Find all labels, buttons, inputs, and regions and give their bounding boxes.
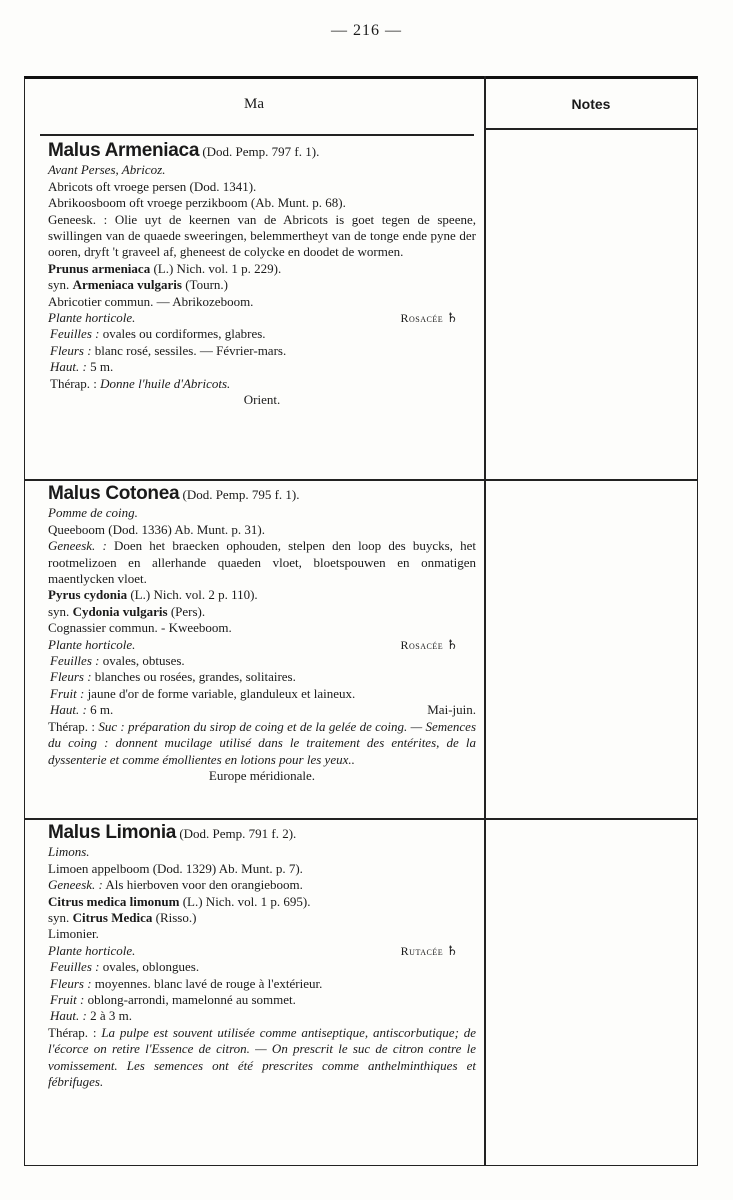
entry-title bbox=[48, 483, 476, 504]
binomial: Pyrus cydonia bbox=[48, 587, 128, 603]
vernacular-names: Abricotier commun. — Abrikozeboom. bbox=[48, 293, 254, 309]
leaves-line bbox=[48, 326, 476, 342]
syn-label: syn. bbox=[48, 277, 73, 293]
syn-label: syn. bbox=[48, 603, 73, 619]
dutch-name: Limoen appelboom (Dod. 1329) Ab. Munt. p. 7). bbox=[48, 860, 303, 876]
binomial: Prunus armeniaca bbox=[48, 260, 151, 276]
height-line bbox=[48, 1008, 476, 1024]
dutch-name: Abrikoosboom oft vroege perzikboom (Ab. Munt. p. 68). bbox=[48, 195, 346, 211]
flowers-line bbox=[48, 976, 476, 992]
therapy-text: Suc : préparation du sirop de coing et de la gelée de coing. — Semences du coing : donnent mucilage utilisé dans le traitement des entérites, de la dyssenterie et comme émollientes en lotions pour les yeux.. bbox=[48, 718, 476, 767]
plant-type: Plante horticole. bbox=[48, 636, 136, 652]
synonym-line bbox=[48, 277, 476, 293]
height-text: 6 m. bbox=[86, 702, 114, 718]
geneesk-label: Geneesk. : bbox=[48, 538, 107, 554]
column-divider bbox=[484, 76, 486, 1166]
leaves-label: Feuilles : bbox=[50, 959, 100, 975]
origin: Europe méridionale. bbox=[208, 767, 316, 783]
family-label: Rutacée bbox=[400, 943, 444, 958]
flowering-period: Mai-juin. bbox=[427, 702, 476, 718]
fruit-text: jaune d'or de forme variable, glanduleux et laineux. bbox=[84, 685, 356, 701]
therapy-line bbox=[48, 719, 476, 768]
synonym: Citrus Medica bbox=[72, 910, 153, 926]
geneesk-label: Geneesk. : bbox=[48, 877, 103, 893]
entry-rule bbox=[24, 818, 698, 820]
entry-malus-cotonea bbox=[48, 483, 476, 784]
flowers-label: Fleurs : bbox=[50, 669, 92, 685]
family-label: Rosacée bbox=[400, 311, 444, 326]
origin: Orient. bbox=[243, 392, 281, 408]
dutch-name: Abricots oft vroege persen (Dod. 1341). bbox=[48, 178, 257, 194]
leaves-line bbox=[48, 959, 476, 975]
shrub-symbol-icon: ♄ bbox=[446, 310, 458, 326]
binomial-ref: (L.) Nich. vol. 1 p. 229). bbox=[150, 260, 282, 276]
common-name: Limons. bbox=[48, 844, 90, 860]
binomial-ref: (L.) Nich. vol. 2 p. 110). bbox=[127, 587, 258, 603]
flowers-label: Fleurs : bbox=[50, 342, 92, 358]
synonym-line bbox=[48, 910, 476, 926]
fruit-line bbox=[48, 992, 476, 1008]
synonym-author: (Pers). bbox=[167, 603, 206, 619]
entry-reference: (Dod. Pemp. 795 f. 1). bbox=[179, 487, 300, 502]
entry-name: Malus Cotonea bbox=[48, 483, 180, 504]
flowers-label: Fleurs : bbox=[50, 975, 92, 991]
common-name: Pomme de coing. bbox=[48, 505, 138, 521]
flowers-text: blanches ou rosées, grandes, solitaires. bbox=[91, 669, 296, 685]
header-rule-right bbox=[486, 128, 698, 130]
entry-name: Malus Armeniaca bbox=[48, 140, 200, 161]
geneesk-text: Geneesk. : Olie uyt de keernen van de Abricots is goet tegen de speene, swillingen van de quaede sweeringen, belemmertheyt van de tonge ende pyne der ooren, dryft 't graveel af, gheneest de colycke en doodet de wormen. bbox=[48, 211, 476, 260]
plant-type: Plante horticole. bbox=[48, 942, 136, 958]
geneesk-text: Als hierboven voor den orangieboom. bbox=[102, 877, 303, 893]
leaves-label: Feuilles : bbox=[50, 326, 100, 342]
binomial-ref: (L.) Nich. vol. 1 p. 695). bbox=[179, 893, 311, 909]
height-label: Haut. : bbox=[50, 1008, 87, 1024]
therapy-label: Thérap. : bbox=[50, 375, 101, 391]
entry-name: Malus Limonia bbox=[48, 822, 177, 843]
geneesk-line bbox=[48, 538, 476, 587]
entry-title bbox=[48, 140, 476, 161]
leaves-line bbox=[48, 653, 476, 669]
leaves-text: ovales, oblongues. bbox=[99, 959, 200, 975]
synonym: Armeniaca vulgaris bbox=[72, 277, 182, 293]
geneesk-line bbox=[48, 877, 476, 893]
entry-reference: (Dod. Pemp. 797 f. 1). bbox=[199, 144, 320, 159]
plant-type-row bbox=[48, 943, 476, 959]
therapy-line bbox=[48, 1025, 476, 1091]
vernacular-names: Limonier. bbox=[48, 926, 99, 942]
fruit-label: Fruit : bbox=[50, 992, 85, 1008]
synonym-line bbox=[48, 604, 476, 620]
therapy-label: Thérap. : bbox=[48, 1024, 102, 1040]
therapy-text: La pulpe est souvent utilisée comme antiseptique, antiscorbutique; de l'écorce on retire l'Essence de citron. — On prescrit le suc de citron contre le vomissement. Les semences ont été prescrites comme anthelminthiques et fébrifuges. bbox=[48, 1024, 476, 1090]
plant-type-row bbox=[48, 310, 476, 326]
flowers-text: blanc rosé, sessiles. — Février-mars. bbox=[91, 342, 287, 358]
binomial-line bbox=[48, 587, 476, 603]
family-label: Rosacée bbox=[400, 637, 444, 652]
synonym-author: (Risso.) bbox=[152, 910, 197, 926]
entry-rule bbox=[24, 479, 698, 481]
header-rule-left bbox=[40, 134, 474, 136]
flowers-line bbox=[48, 343, 476, 359]
flowers-line bbox=[48, 669, 476, 685]
shrub-symbol-icon: ♄ bbox=[446, 942, 458, 958]
leaves-text: ovales ou cordiformes, glabres. bbox=[99, 326, 266, 342]
therapy-label: Thérap. : bbox=[48, 718, 99, 734]
synonym: Cydonia vulgaris bbox=[72, 603, 168, 619]
column-header-notes: Notes bbox=[571, 96, 611, 112]
entry-title bbox=[48, 822, 476, 843]
therapy-text: Donne l'huile d'Abricots. bbox=[100, 375, 231, 391]
fruit-label: Fruit : bbox=[50, 685, 85, 701]
plant-type: Plante horticole. bbox=[48, 310, 136, 326]
height-line bbox=[48, 702, 476, 718]
flowers-text: moyennes. blanc lavé de rouge à l'extérieur. bbox=[91, 975, 323, 991]
height-text: 5 m. bbox=[86, 359, 114, 375]
height-label: Haut. : bbox=[50, 702, 87, 718]
syn-label: syn. bbox=[48, 910, 73, 926]
binomial-line bbox=[48, 261, 476, 277]
height-text: 2 à 3 m. bbox=[86, 1008, 132, 1024]
vernacular-names: Cognassier commun. - Kweeboom. bbox=[48, 620, 232, 636]
entry-malus-limonia bbox=[48, 822, 476, 1091]
binomial: Citrus medica limonum bbox=[48, 893, 180, 909]
leaves-text: ovales, obtuses. bbox=[99, 653, 185, 669]
fruit-line bbox=[48, 686, 476, 702]
binomial-line bbox=[48, 894, 476, 910]
height-label: Haut. : bbox=[50, 359, 87, 375]
plant-type-row bbox=[48, 637, 476, 653]
entry-reference: (Dod. Pemp. 791 f. 2). bbox=[176, 826, 297, 841]
column-header-ma: Ma bbox=[244, 96, 264, 112]
leaves-label: Feuilles : bbox=[50, 653, 100, 669]
common-name: Avant Perses, Abricoz. bbox=[48, 162, 166, 178]
height-line bbox=[48, 359, 476, 375]
fruit-text: oblong-arrondi, mamelonné au sommet. bbox=[84, 992, 296, 1008]
entry-malus-armeniaca bbox=[48, 140, 476, 409]
geneesk-text: Doen het braecken ophouden, stelpen den loop des buycks, het rootmelizoen en allerhande quaeden vloet, bloetspouwen en onmatigen maentlycken vloet. bbox=[48, 538, 476, 587]
page-number: — 216 — bbox=[331, 22, 402, 39]
dutch-name: Queeboom (Dod. 1336) Ab. Munt. p. 31). bbox=[48, 521, 266, 537]
synonym-author: (Tourn.) bbox=[181, 277, 228, 293]
therapy-line bbox=[48, 376, 476, 392]
shrub-symbol-icon: ♄ bbox=[446, 636, 458, 652]
